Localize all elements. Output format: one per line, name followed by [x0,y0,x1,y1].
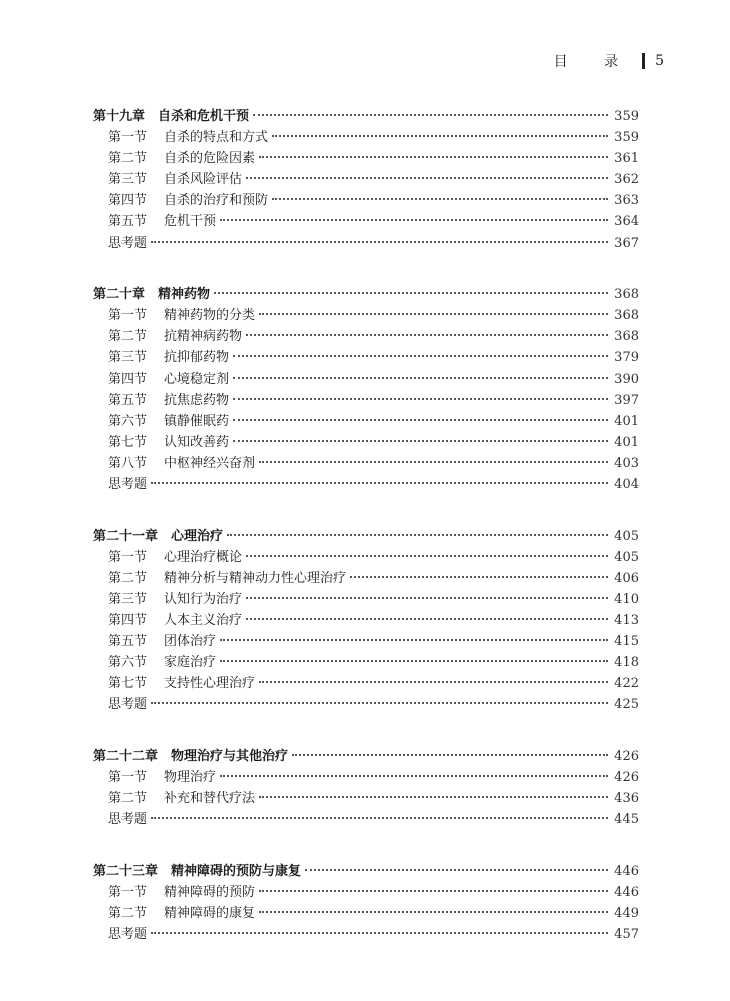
dot-leader [350,576,608,578]
dot-leader [259,461,608,463]
section-number: 第一节 [108,770,148,786]
dot-leader [233,419,608,421]
section-page: 362 [614,172,639,188]
section-number: 第八节 [108,455,148,471]
section-number: 第三节 [108,350,148,366]
section-title: 自杀风险评估 [164,172,243,188]
dot-leader [220,639,608,641]
section-number: 第一节 [108,130,148,146]
section-entry[interactable] [93,305,639,326]
section-page: 401 [614,434,639,450]
dot-leader [246,597,608,599]
questions-title: 思考题 [108,697,148,713]
section-number: 第三节 [108,591,148,607]
dot-leader [151,817,608,819]
section-title: 精神障碍的康复 [164,906,256,921]
section-page: 422 [614,676,639,692]
dot-leader [220,219,608,221]
dot-leader [259,890,608,892]
chapter-number: 第二十章 [93,287,146,303]
dot-leader [259,911,608,913]
section-entry[interactable] [93,631,639,652]
chapter-entry[interactable] [93,106,639,127]
section-number: 第五节 [108,392,148,408]
section-page: 401 [614,413,639,429]
section-title: 物理治疗 [164,770,217,786]
section-entry[interactable] [93,673,639,694]
section-entry[interactable] [93,347,639,368]
dot-leader [233,377,608,379]
section-title: 自杀的治疗和预防 [164,193,269,209]
section-page: 403 [614,455,639,471]
section-number: 第四节 [108,612,148,628]
section-page: 418 [614,655,639,671]
section-number: 第二节 [108,329,148,345]
chapter-block [93,526,639,716]
section-page: 368 [614,329,639,345]
section-entry[interactable] [93,369,639,390]
section-entry[interactable] [93,390,639,411]
chapter-page: 446 [614,863,639,879]
section-entry[interactable] [93,453,639,474]
chapter-entry[interactable] [93,284,639,305]
section-page: 405 [614,549,639,565]
chapter-number: 第二十一章 [93,528,159,544]
questions-entry[interactable] [93,694,639,715]
section-page: 446 [614,884,639,900]
section-number: 第一节 [108,884,148,900]
questions-page: 404 [614,477,639,492]
section-entry[interactable] [93,903,639,924]
chapter-number: 第二十二章 [93,748,159,764]
section-number: 第七节 [108,676,148,692]
chapter-page: 426 [614,748,639,764]
section-title: 自杀的危险因素 [164,151,256,167]
dot-leader [246,177,608,179]
questions-title: 思考题 [108,927,148,943]
section-title: 抗精神病药物 [164,329,243,345]
section-page: 364 [614,214,639,230]
dot-leader [272,135,608,137]
section-number: 第一节 [108,549,148,565]
chapter-title: 精神障碍的预防与康复 [171,863,302,879]
dot-leader [214,292,608,294]
section-page: 413 [614,612,639,628]
section-title: 支持性心理治疗 [164,676,256,692]
section-title: 抗焦虑药物 [164,392,230,408]
chapter-title: 自杀和危机干预 [158,109,250,124]
dot-leader [233,440,608,442]
section-entry[interactable] [93,767,639,788]
questions-page: 457 [614,927,639,943]
chapter-block [93,284,639,495]
section-entry[interactable] [93,652,639,673]
section-number: 第二节 [108,906,148,921]
section-number: 第四节 [108,193,148,209]
section-page: 359 [614,130,639,146]
chapter-entry[interactable] [93,526,639,547]
dot-leader [259,156,608,158]
section-number: 第二节 [108,791,148,807]
section-number: 第五节 [108,634,148,650]
dot-leader [259,681,608,683]
section-entry[interactable] [93,432,639,453]
questions-title: 思考题 [108,812,148,828]
section-title: 人本主义治疗 [164,612,243,628]
dot-leader [151,482,608,484]
section-page: 406 [614,570,639,586]
chapter-block [93,106,639,254]
section-number: 第二节 [108,151,148,167]
section-entry[interactable] [93,326,639,347]
chapter-title: 物理治疗与其他治疗 [171,748,289,764]
section-title: 团体治疗 [164,634,217,650]
section-entry[interactable] [93,169,639,190]
section-number: 第五节 [108,214,148,230]
section-entry[interactable] [93,547,639,568]
section-number: 第四节 [108,371,148,387]
section-title: 危机干预 [164,214,217,230]
dot-leader [151,702,608,704]
section-title: 镇静催眠药 [164,413,230,429]
page-number: 5 [655,53,664,69]
running-head-divider [642,53,645,69]
chapter-block [93,746,639,830]
section-number: 第七节 [108,434,148,450]
dot-leader [220,660,608,662]
section-title: 精神障碍的预防 [164,884,256,900]
section-page: 390 [614,371,639,387]
section-title: 自杀的特点和方式 [164,130,269,146]
dot-leader [305,869,608,871]
section-number: 第六节 [108,655,148,671]
chapter-title: 心理治疗 [171,528,224,544]
section-title: 心理治疗概论 [164,549,243,565]
running-head-title: 目 录 [553,54,635,70]
section-title: 家庭治疗 [164,655,217,671]
chapter-title: 精神药物 [158,287,211,303]
questions-title: 思考题 [108,477,148,492]
section-page: 410 [614,591,639,607]
questions-entry[interactable] [93,924,639,945]
running-head [554,50,664,72]
section-page: 379 [614,350,639,366]
section-entry[interactable] [93,882,639,903]
section-number: 第三节 [108,172,148,188]
dot-leader [233,355,608,357]
chapter-page: 405 [614,528,639,544]
chapter-page: 359 [614,109,639,124]
section-title: 中枢神经兴奋剂 [164,455,256,471]
section-entry[interactable] [93,788,639,809]
questions-page: 367 [614,235,639,251]
section-entry[interactable] [93,211,639,232]
section-title: 认知行为治疗 [164,591,243,607]
questions-page: 445 [614,812,639,828]
questions-entry[interactable] [93,233,639,254]
dot-leader [246,555,608,557]
dot-leader [253,114,608,116]
chapter-page: 368 [614,287,639,303]
dot-leader [151,241,608,243]
section-page: 426 [614,770,639,786]
dot-leader [227,534,608,536]
chapter-entry[interactable] [93,746,639,767]
section-title: 补充和替代疗法 [164,791,256,807]
section-number: 第六节 [108,413,148,429]
section-entry[interactable] [93,411,639,432]
questions-title: 思考题 [108,235,148,251]
dot-leader [246,618,608,620]
questions-entry[interactable] [93,474,639,495]
section-page: 449 [614,906,639,921]
questions-entry[interactable] [93,809,639,830]
section-number: 第二节 [108,570,148,586]
section-page: 397 [614,392,639,408]
section-page: 363 [614,193,639,209]
chapter-entry[interactable] [93,861,639,882]
dot-leader [233,398,608,400]
dot-leader [259,796,608,798]
dot-leader [220,775,608,777]
section-title: 认知改善药 [164,434,230,450]
questions-page: 425 [614,697,639,713]
section-title: 精神药物的分类 [164,308,256,324]
section-entry[interactable] [93,148,639,169]
section-entry[interactable] [93,127,639,148]
section-page: 415 [614,634,639,650]
dot-leader [272,198,608,200]
table-of-contents [93,106,639,976]
chapter-number: 第十九章 [93,109,146,124]
section-entry[interactable] [93,190,639,211]
section-page: 361 [614,151,639,167]
section-title: 抗抑郁药物 [164,350,230,366]
section-entry[interactable] [93,568,639,589]
chapter-block [93,861,639,945]
dot-leader [292,754,608,756]
dot-leader [259,313,608,315]
section-title: 精神分析与精神动力性心理治疗 [164,570,347,586]
section-entry[interactable] [93,610,639,631]
section-number: 第一节 [108,308,148,324]
section-page: 436 [614,791,639,807]
dot-leader [246,334,608,336]
dot-leader [151,932,608,934]
section-title: 心境稳定剂 [164,371,230,387]
section-entry[interactable] [93,589,639,610]
section-page: 368 [614,308,639,324]
chapter-number: 第二十三章 [93,863,159,879]
